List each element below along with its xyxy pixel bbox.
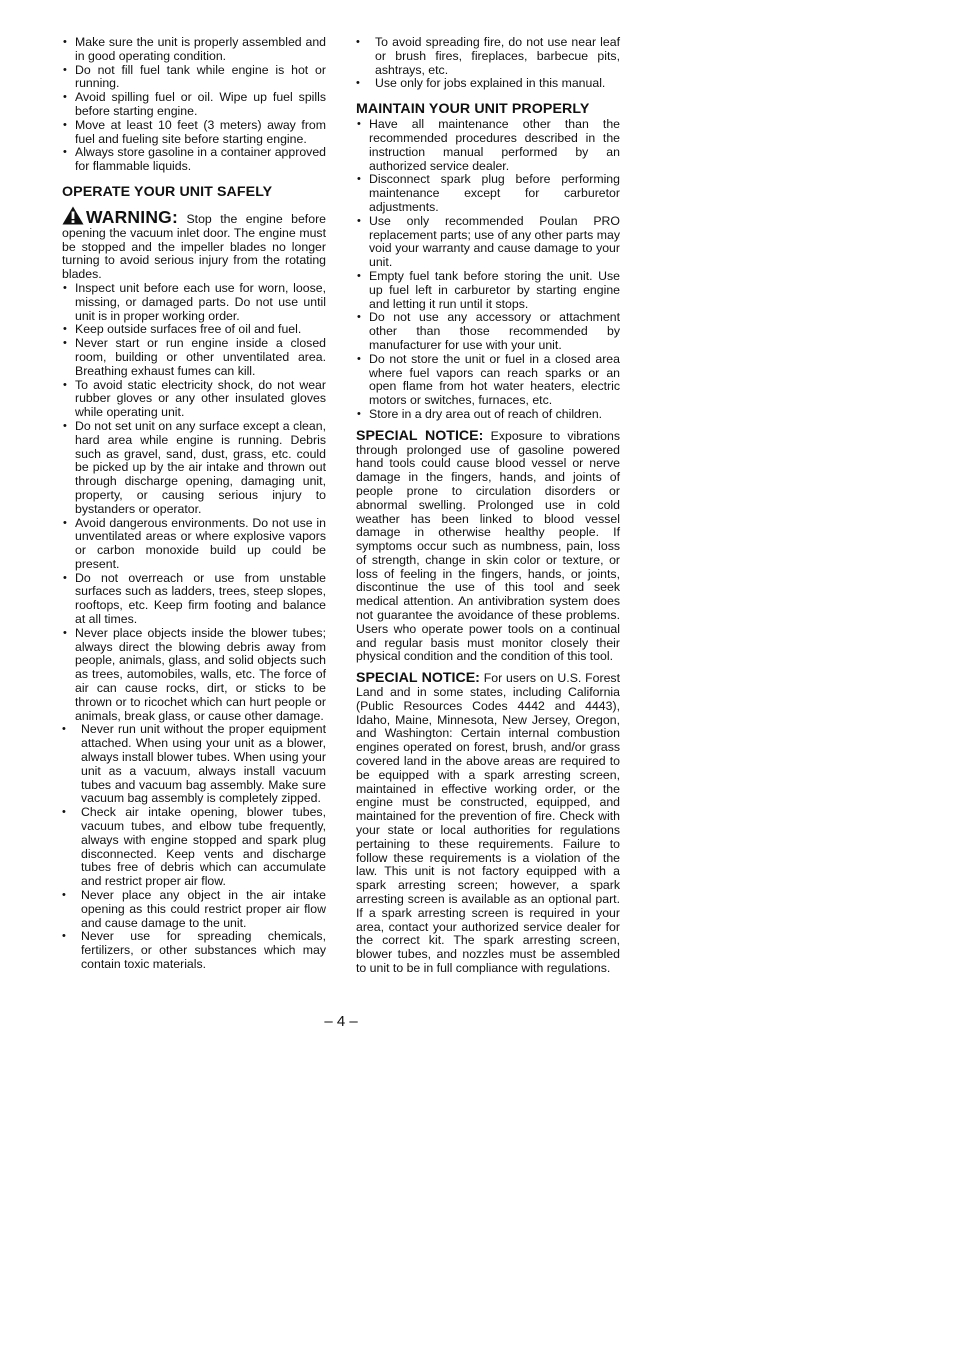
list-item: • Store in a dry area out of reach of children.	[356, 408, 620, 422]
special-notice-label: SPECIAL NOTICE:	[356, 427, 484, 444]
list-item: • Never place objects inside the blower tubes; always direct the blowing debris away from people, animals, glass, and solid objects such as trees, automobiles, walls, etc. The force of air can cause rocks, dirt, or sticks to be thrown or to ricochet which can hurt people or animals, break glass, or cause other damage.	[62, 627, 326, 724]
list-item: • Disconnect spark plug before performing maintenance except for carburetor adjustments.	[356, 173, 620, 214]
maintain-list	[356, 118, 620, 422]
warning-paragraph	[62, 206, 326, 282]
list-item: • Empty fuel tank before storing the unit. Use up fuel left in carburetor by starting engine and letting it run until it stops.	[356, 270, 620, 311]
warning-triangle-icon	[62, 206, 84, 225]
list-item: • Avoid spilling fuel or oil. Wipe up fuel spills before starting engine.	[62, 91, 326, 119]
left-column	[62, 36, 326, 972]
list-item: • Never use for spreading chemicals, fertilizers, or other substances which may contain toxic materials.	[62, 930, 326, 971]
list-item: • Never start or run engine inside a closed room, building or other unventilated area. Breathing exhaust fumes can kill.	[62, 337, 326, 378]
list-item: • Always store gasoline in a container approved for flammable liquids.	[62, 146, 326, 174]
list-item: • Do not overreach or use from unstable surfaces such as ladders, trees, steep slopes, rooftops, etc. Keep firm footing and balance at all times.	[62, 572, 326, 627]
special-notice-text: For users on U.S. Forest Land and in some states, including California (Public Resources Codes 4442 and 4443), Idaho, Maine, Minnesota, New Jersey, Oregon, and Washington: Certain internal combustion engines operated on forest, brush, and/or grass covered land in the above areas are required to be equipped with a spark arresting screen, maintained in effective working order, or the engine must be constructed, equipped, and maintained for the prevention of fire. Check with your state or local authorities for regulations pertaining to these requirements. Failure to follow these requirements is a violation of the law. This unit is not factory equipped with a spark arresting screen; however, a spark arresting screen is available as an optional part. If a spark arresting screen is required in your area, contact your authorized service dealer for the correct kit. The spark arresting screen, blower tubes, and nozzles must be assembled to unit to be in full compliance with regulations.	[356, 671, 620, 975]
list-item: • Have all maintenance other than the recommended procedures described in the instruction manual performed by an authorized service dealer.	[356, 118, 620, 173]
list-item: • Inspect unit before each use for worn, loose, missing, or damaged parts. Do not use until unit is in proper working order.	[62, 282, 326, 323]
fire-list	[356, 36, 620, 91]
list-item: • Avoid dangerous environments. Do not use in unventilated areas or where explosive vapors or carbon monoxide build up could be present.	[62, 517, 326, 572]
list-item: • To avoid spreading fire, do not use near leaf or brush fires, fireplaces, barbecue pits, ashtrays, etc.	[356, 36, 620, 77]
list-item: • Never run unit without the proper equipment attached. When using your unit as a blower, always install blower tubes. When using your unit as a vacuum, always install vacuum tubes and vacuum bag assembly. Make sure vacuum bag assembly is completely zipped.	[62, 723, 326, 806]
list-item: • Check air intake opening, blower tubes, vacuum tubes, and elbow tube frequently, always with engine stopped and spark plug disconnected. Keep vents and discharge tubes free of debris which can accumulate and restrict proper air flow.	[62, 806, 326, 889]
intro-list	[62, 36, 326, 174]
maintain-heading: MAINTAIN YOUR UNIT PROPERLY	[356, 101, 590, 118]
warning-label: WARNING:	[86, 206, 179, 227]
page-number: – 4 –	[324, 1013, 358, 1030]
special-notice-vibration	[356, 427, 621, 665]
list-item: • Make sure the unit is properly assembled and in good operating condition.	[62, 36, 326, 64]
list-item: • Use only recommended Poulan PRO replacement parts; use of any other parts may void your warranty and cause damage to your unit.	[356, 215, 620, 270]
right-column	[356, 36, 620, 976]
special-notice-spark-arrester	[356, 672, 620, 976]
operate-heading: OPERATE YOUR UNIT SAFELY	[62, 183, 273, 200]
list-item: • Do not set unit on any surface except a clean, hard area while engine is running. Debris such as gravel, sand, dust, grass, etc. could be picked up by the air intake and thrown out through discharge opening, damaging unit, property, or causing serious injury to bystanders or operator.	[62, 420, 326, 517]
list-item: • Do not use any accessory or attachment other than those recommended by manufacturer for use with your unit.	[356, 311, 620, 352]
special-notice-label: SPECIAL NOTICE:	[356, 670, 480, 687]
list-item: • Do not store the unit or fuel in a closed area where fuel vapors can reach sparks or an open flame from hot water heaters, electric motors or switches, furnaces, etc.	[356, 353, 620, 408]
list-item: • To avoid static electricity shock, do not wear rubber gloves or any other insulated gloves while operating unit.	[62, 379, 326, 420]
list-item: • Use only for jobs explained in this manual.	[356, 77, 620, 91]
operate-list	[62, 282, 326, 972]
list-item: • Move at least 10 feet (3 meters) away from fuel and fueling site before starting engine.	[62, 119, 326, 147]
list-item: • Keep outside surfaces free of oil and fuel.	[62, 323, 326, 337]
warning-text: Stop the engine before opening the vacuum inlet door. The engine must be stopped and the impeller blades no longer turning to avoid serious injury from the rotating blades.	[62, 211, 326, 282]
list-item: • Do not fill fuel tank while engine is hot or running.	[62, 64, 326, 92]
special-notice-text: Exposure to vibrations through prolonged use of gasoline powered hand tools could cause blood vessel or nerve damage in the fingers, hands, and joints of people prone to circulation disorders or abnormal swelling. Prolonged use in cold weather has been linked to blood vessel damage in otherwise healthy people. If symptoms occur such as numbness, pain, loss of strength, change in skin color or texture, or loss of feeling in the fingers, hands, or joints, discontinue the use of this tool and seek medical attention. An antivibration system does not guarantee the avoidance of these problems. Users who operate power tools on a continual and regular basis must monitor closely their physical condition and the condition of this tool.	[356, 428, 621, 664]
list-item: • Never place any object in the air intake opening as this could restrict proper air flow and cause damage to the unit.	[62, 889, 326, 930]
